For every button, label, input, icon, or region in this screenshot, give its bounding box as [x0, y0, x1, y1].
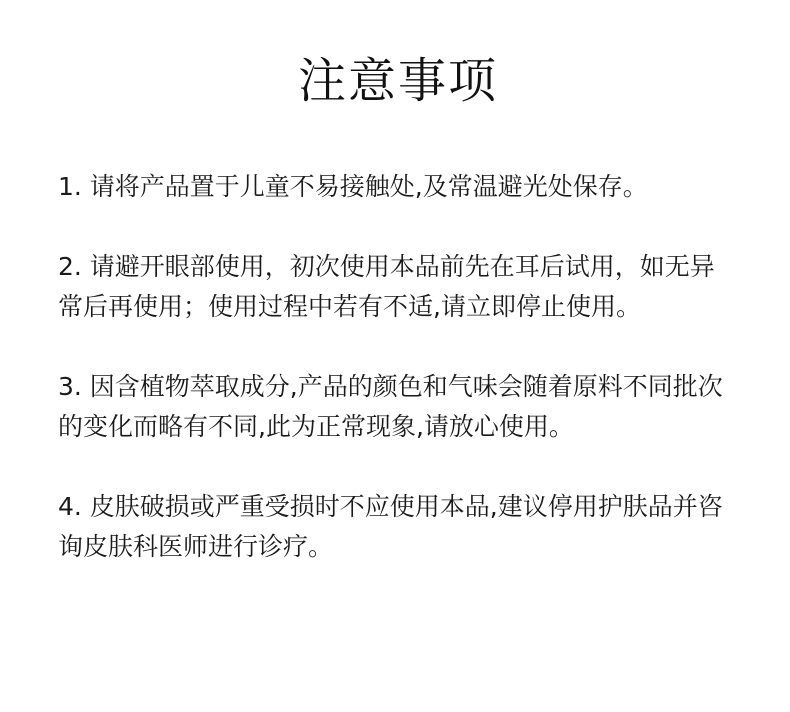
notice-item-3: 3. 因含植物萃取成分,产品的颜色和气味会随着原料不同批次的变化而略有不同,此为正常现象,请放心使用。: [58, 372, 723, 441]
notice-item-2: 2. 请避开眼部使用，初次使用本品前先在耳后试用，如无异常后再使用；使用过程中若有不适,请立即停止使用。: [58, 252, 715, 321]
notice-item-1: 1. 请将产品置于儿童不易接触处,及常温避光处保存。: [58, 172, 648, 201]
notice-list: [58, 167, 738, 567]
page-title: 注意事项: [297, 53, 498, 109]
notice-item-4: 4. 皮肤破损或严重受损时不应使用本品,建议停用护肤品并咨询皮肤科医师进行诊疗。: [58, 492, 723, 561]
